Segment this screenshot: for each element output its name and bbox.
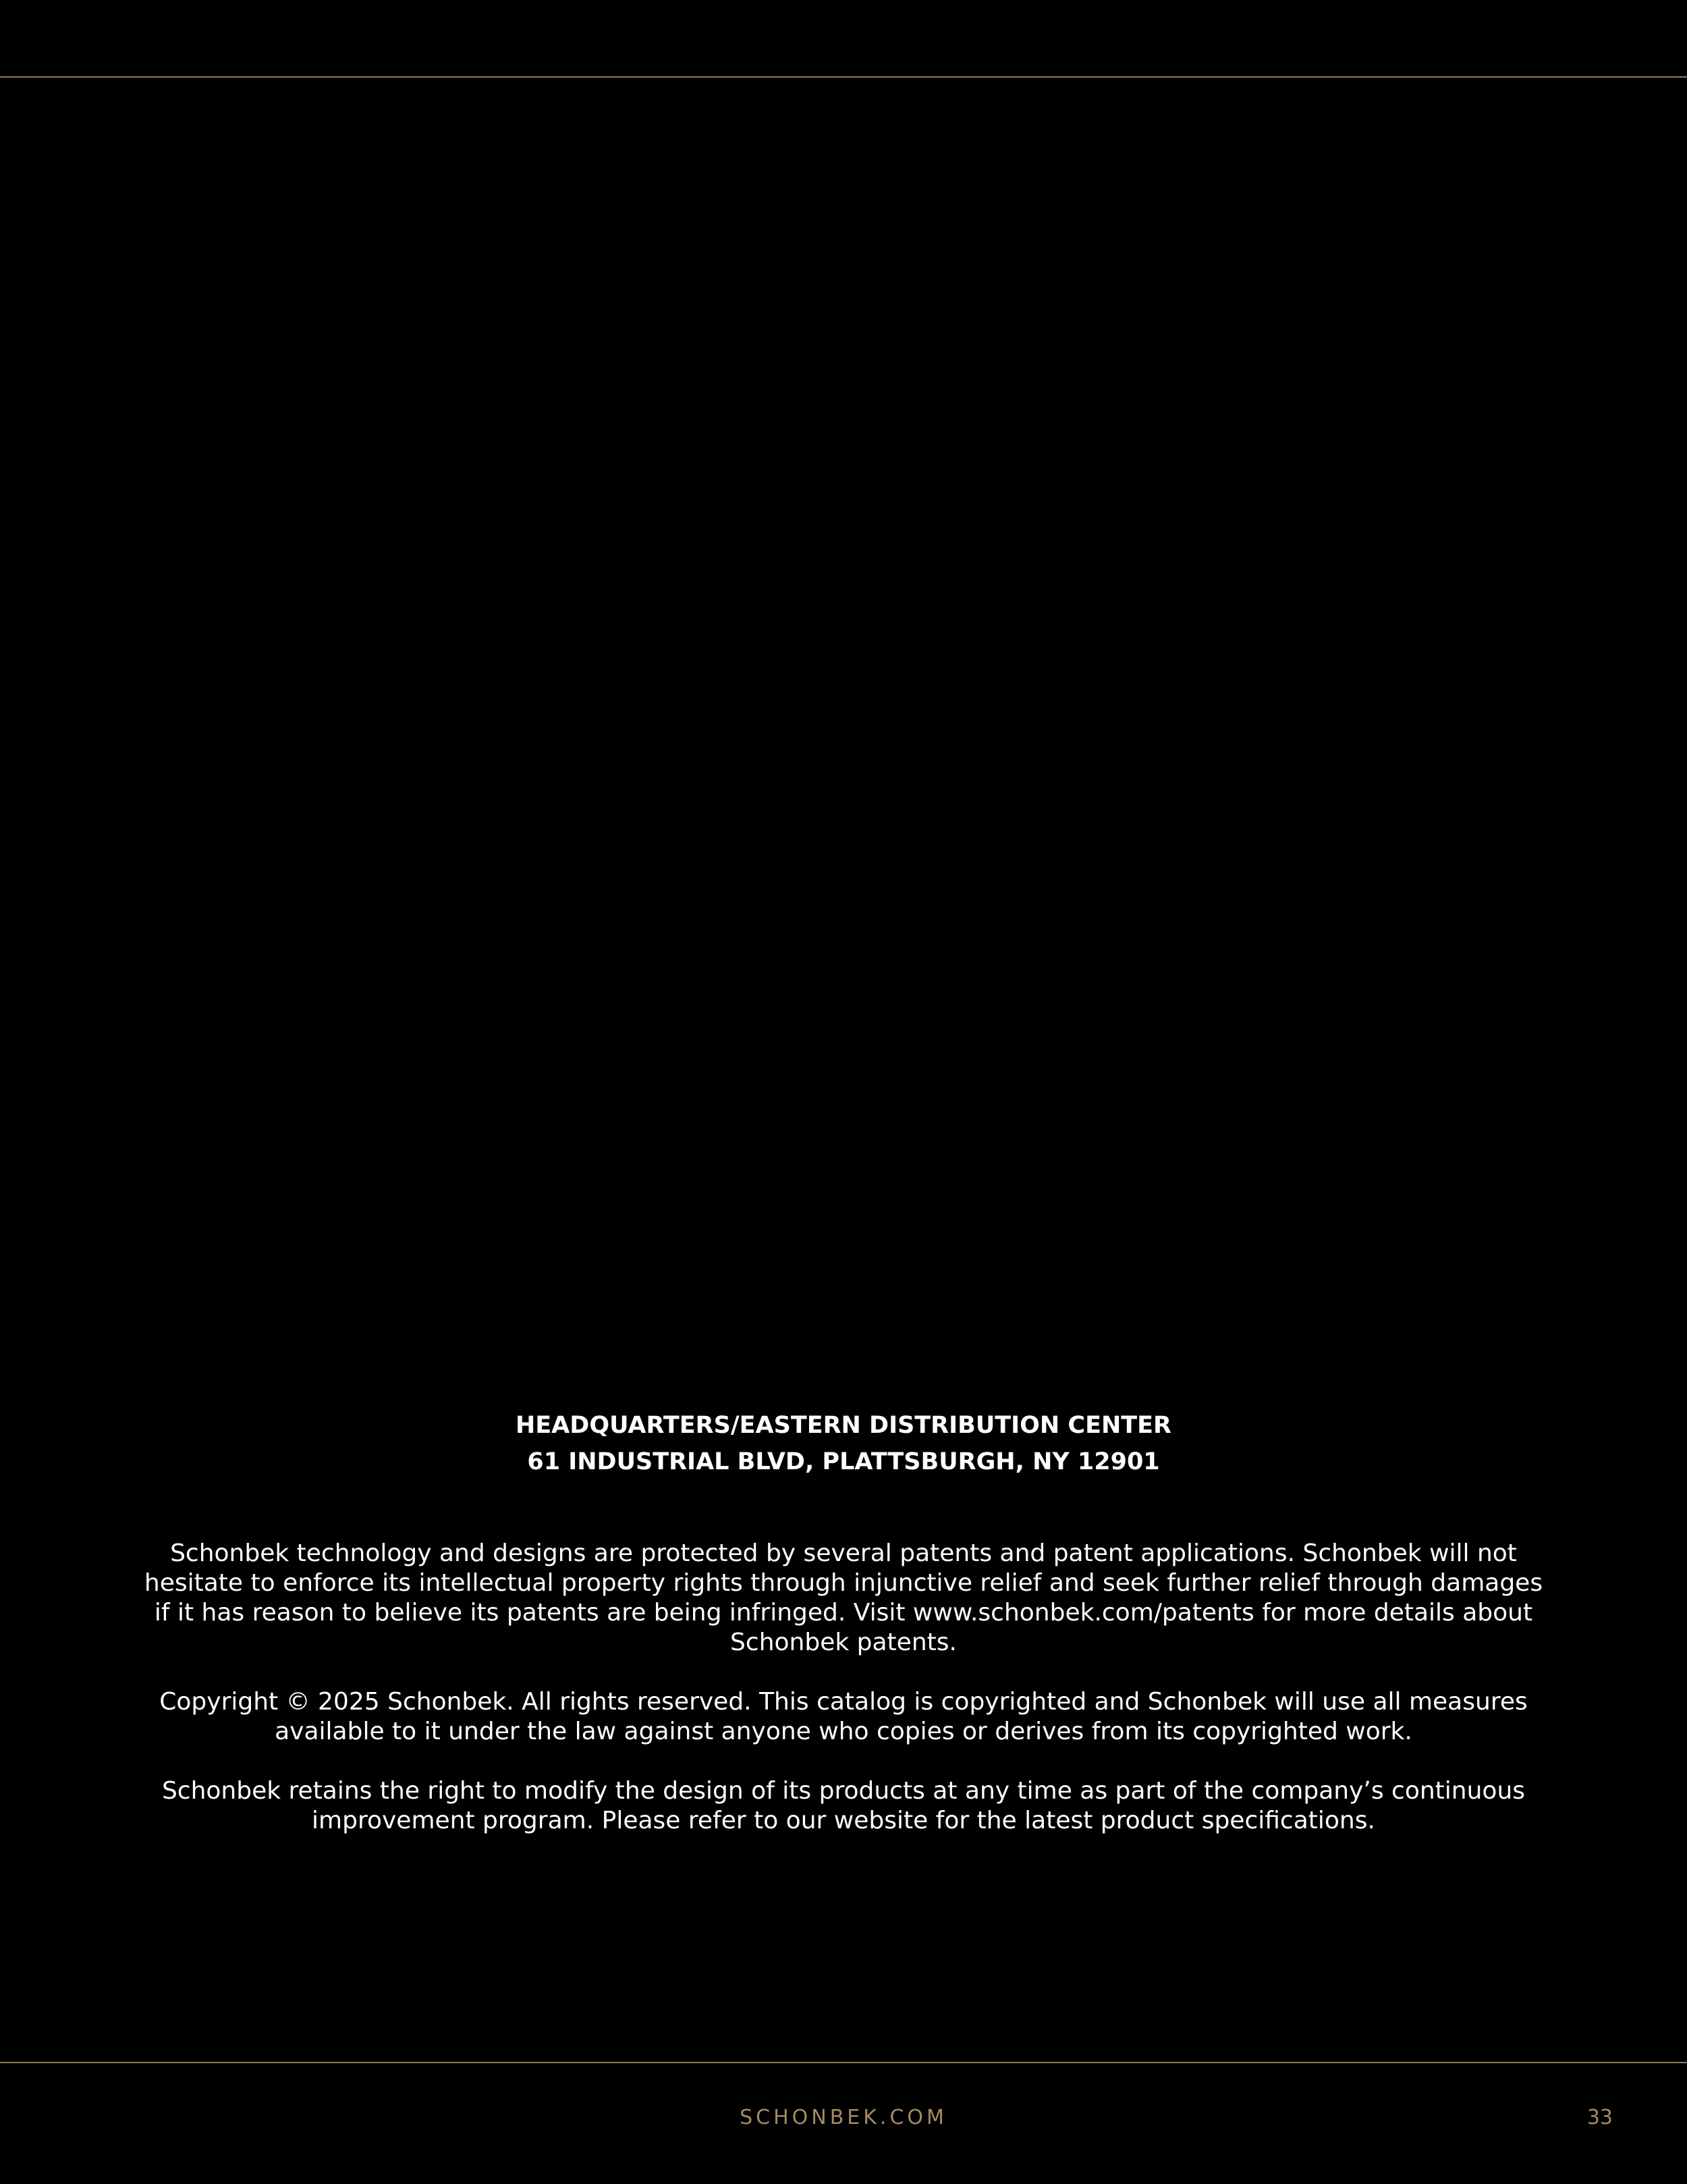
- headquarters-address: [0, 1407, 1687, 1480]
- legal-notice: [135, 1539, 1552, 1865]
- top-divider: [0, 76, 1687, 78]
- headquarters-title: HEADQUARTERS/EASTERN DISTRIBUTION CENTER: [515, 1412, 1172, 1439]
- footer-website: SCHONBEK.COM: [740, 2106, 947, 2129]
- modifications-paragraph: Schonbek retains the right to modify the design of its products at any time as part of the company’s continuous improvement program. Please refer to our website for the latest product specifications.: [161, 1777, 1526, 1834]
- patents-paragraph: Schonbek technology and designs are protected by several patents and patent applications. Schonbek will not hesitate to enforce its intellectual property rights through injunctive relief and seek further relief through damages if it has reason to believe its patents are being infringed. Visit www.schonbek.com/patents for more details about Schonbek patents.: [144, 1539, 1543, 1656]
- headquarters-street: 61 INDUSTRIAL BLVD, PLATTSBURGH, NY 12901: [527, 1448, 1160, 1475]
- copyright-paragraph: Copyright © 2025 Schonbek. All rights reserved. This catalog is copyrighted and Schonbek will use all measures available to it under the law against anyone who copies or derives from its copyrighted work.: [159, 1688, 1528, 1745]
- bottom-divider: [0, 2062, 1687, 2063]
- page-number: 33: [1586, 2106, 1613, 2129]
